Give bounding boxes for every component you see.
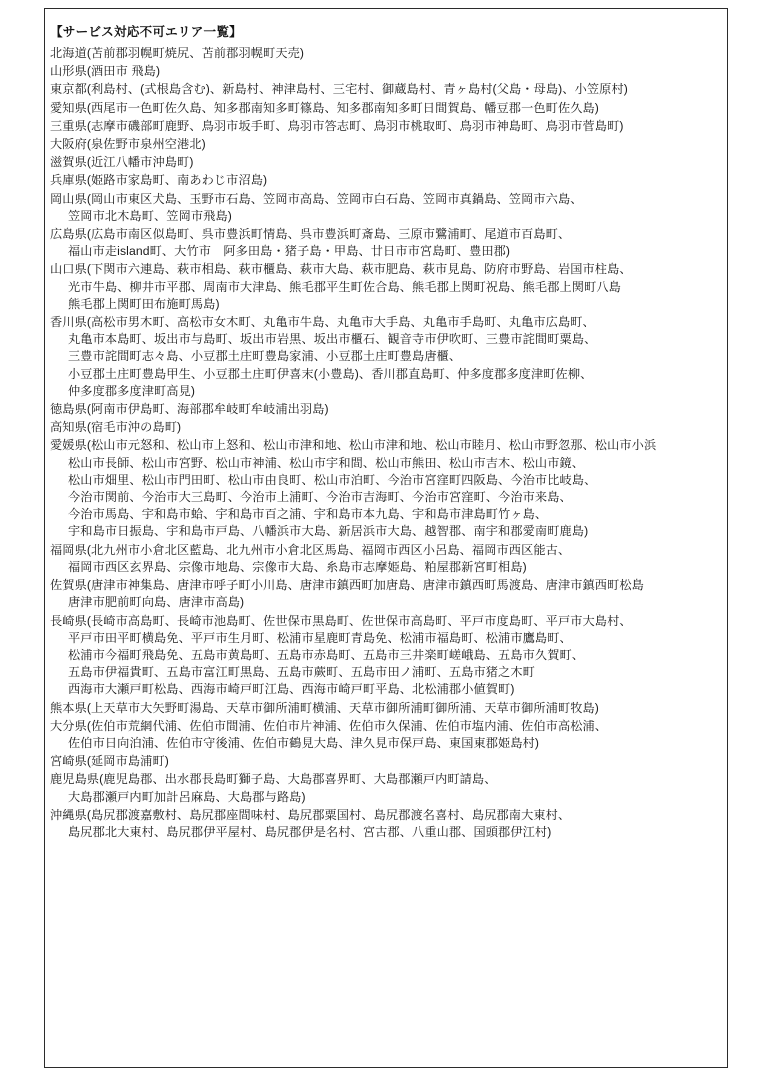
area-entry-fukuoka bbox=[50, 542, 702, 576]
area-entry-line: 大分県(佐伯市荒網代浦、佐伯市間浦、佐伯市片神浦、佐伯市久保浦、佐伯市塩内浦、佐伯市高松浦、 bbox=[50, 718, 608, 733]
area-entry-line: 唐津市肥前町向島、唐津市高島) bbox=[68, 595, 245, 610]
area-entry-line: 福岡市西区玄界島、宗像市地島、宗像市大島、糸島市志摩姫島、粕屋郡新宮町相島) bbox=[68, 559, 527, 574]
area-entry-line: 徳島県(阿南市伊島町、海部郡牟岐町牟岐浦出羽島) bbox=[50, 402, 329, 417]
area-entry-tokyo bbox=[50, 81, 702, 98]
area-entry-line: 宮崎県(延岡市島浦町) bbox=[50, 754, 169, 769]
area-entry-line: 東京都(利島村、(式根島含む)、新島村、神津島村、三宅村、御蔵島村、青ヶ島村(父島・母島)、小笠原村) bbox=[50, 82, 628, 97]
area-entry-line: 大阪府(泉佐野市泉州空港北) bbox=[50, 137, 206, 152]
area-entry-line: 岡山県(岡山市東区犬島、玉野市石島、笠岡市高島、笠岡市白石島、笠岡市真鍋島、笠岡市六島、 bbox=[50, 191, 583, 206]
area-entry-osaka bbox=[50, 136, 702, 153]
area-entry-line: 愛知県(西尾市一色町佐久島、知多郡南知多町篠島、知多郡南知多町日間賀島、幡豆郡一色町佐久島) bbox=[50, 100, 599, 115]
area-entry-line: 熊毛郡上関町田布施町馬島) bbox=[68, 296, 220, 311]
area-entry-line: 愛媛県(松山市元怒和、松山市上怒和、松山市津和地、松山市津和地、松山市睦月、松山市野忽那、松山市小浜 bbox=[50, 438, 657, 453]
document-content bbox=[44, 14, 708, 848]
area-entry-line: 熊本県(上天草市大矢野町湯島、天草市御所浦町横浦、天草市御所浦町御所浦、天草市御所浦町牧島) bbox=[50, 700, 599, 715]
area-entry-line: 仲多度郡多度津町高見) bbox=[68, 383, 196, 398]
area-entry-line: 今治市馬島、宇和島市蛤、宇和島市百之浦、宇和島市本九島、宇和島市津島町竹ヶ島、 bbox=[68, 507, 548, 522]
area-entry-line: 福岡県(北九州市小倉北区藍島、北九州市小倉北区馬島、福岡市西区小呂島、福岡市西区能古、 bbox=[50, 542, 571, 557]
area-entry-yamaguchi bbox=[50, 261, 702, 313]
area-entry-line: 鹿児島県(鹿児島郡、出水郡長島町獅子島、大島郡喜界町、大島郡瀬戸内町請島、 bbox=[50, 772, 497, 787]
area-entry-line: 三豊市詫間町志々島、小豆郡土庄町豊島家浦、小豆郡土庄町豊島唐櫃、 bbox=[68, 349, 462, 364]
area-entry-line: 山形県(酒田市 飛島) bbox=[50, 64, 161, 79]
area-entry-line: 島尻郡北大東村、島尻郡伊平屋村、島尻郡伊是名村、宮古郡、八重山郡、国頭郡伊江村) bbox=[68, 824, 552, 839]
area-entry-mie bbox=[50, 118, 702, 135]
area-entry-line: 広島県(広島市南区似島町、呉市豊浜町情島、呉市豊浜町斎島、三原市鷺浦町、尾道市百島町、 bbox=[50, 227, 571, 242]
area-entry-line: 丸亀市本島町、坂出市与島町、坂出市岩黒、坂出市櫃石、観音寺市伊吹町、三豊市詫間町粟島、 bbox=[68, 332, 597, 347]
area-entry-line: 大島郡瀬戸内町加計呂麻島、大島郡与路島) bbox=[68, 789, 306, 804]
area-entry-line: 滋賀県(近江八幡市沖島町) bbox=[50, 155, 194, 170]
area-entry-line: 松浦市今福町飛島免、五島市黄島町、五島市赤島町、五島市三井楽町嵯峨島、五島市久賀町、 bbox=[68, 647, 585, 662]
area-entry-shiga bbox=[50, 154, 702, 171]
area-entry-kumamoto bbox=[50, 700, 702, 717]
area-entry-line: 佐賀県(唐津市神集島、唐津市呼子町小川島、唐津市鎮西町加唐島、唐津市鎮西町馬渡島、唐津市鎮西町松島 bbox=[50, 578, 644, 593]
area-entry-kagoshima bbox=[50, 771, 702, 805]
area-entry-line: 香川県(高松市男木町、高松市女木町、丸亀市牛島、丸亀市大手島、丸亀市手島町、丸亀市広島町、 bbox=[50, 315, 595, 330]
area-entry-hiroshima bbox=[50, 226, 702, 260]
area-entry-line: 佐伯市日向泊浦、佐伯市守後浦、佐伯市鶴見大島、津久見市保戸島、東国東郡姫島村) bbox=[68, 735, 540, 750]
area-entry-line: 松山市長師、松山市宮野、松山市神浦、松山市宇和間、松山市熊田、松山市吉木、松山市鏡、 bbox=[68, 455, 585, 470]
area-entry-line: 小豆郡土庄町豊島甲生、小豆郡土庄町伊喜末(小豊島)、香川郡直島町、仲多度郡多度津町佐柳、 bbox=[68, 366, 593, 381]
area-entry-line: 松山市畑里、松山市門田町、松山市由良町、松山市泊町、今治市宮窪町四阪島、今治市比岐島、 bbox=[68, 472, 597, 487]
area-entry-kagawa bbox=[50, 314, 702, 400]
area-entry-okinawa bbox=[50, 807, 702, 841]
area-entry-kochi bbox=[50, 419, 702, 436]
area-entry-ehime bbox=[50, 437, 702, 540]
area-entry-line: 西海市大瀬戸町松島、西海市崎戸町江島、西海市崎戸町平島、北松浦郡小値賀町) bbox=[68, 682, 515, 697]
area-entry-hyogo bbox=[50, 172, 702, 189]
area-entry-line: 兵庫県(姫路市家島町、南あわじ市沼島) bbox=[50, 173, 268, 188]
area-list bbox=[50, 45, 702, 841]
area-entry-line: 山口県(下関市六連島、萩市相島、萩市櫃島、萩市大島、萩市肥島、萩市見島、防府市野島、岩国市柱島、 bbox=[50, 262, 632, 277]
area-entry-nagasaki bbox=[50, 613, 702, 699]
area-entry-line: 笠岡市北木島町、笠岡市飛島) bbox=[68, 208, 232, 223]
area-entry-line: 福山市走island町、大竹市 阿多田島・猪子島・甲島、廿日市市宮島町、豊田郡) bbox=[68, 244, 511, 259]
area-entry-line: 高知県(宿毛市沖の島町) bbox=[50, 420, 182, 435]
area-entry-tokushima bbox=[50, 401, 702, 418]
area-entry-hokkaido bbox=[50, 45, 702, 62]
area-entry-line: 宇和島市日振島、宇和島市戸島、八幡浜市大島、新居浜市大島、越智郡、南宇和郡愛南町鹿島) bbox=[68, 524, 589, 539]
area-entry-line: 長崎県(長崎市高島町、長崎市池島町、佐世保市黒島町、佐世保市高島町、平戸市度島町、平戸市大島村、 bbox=[50, 613, 632, 628]
area-entry-line: 今治市関前、今治市大三島町、今治市上浦町、今治市吉海町、今治市宮窪町、今治市来島、 bbox=[68, 490, 572, 505]
document-title: 【サービス対応不可エリア一覧】 bbox=[50, 25, 242, 39]
area-entry-line: 沖縄県(島尻郡渡嘉敷村、島尻郡座間味村、島尻郡粟国村、島尻郡渡名喜村、島尻郡南大東村、 bbox=[50, 807, 571, 822]
area-entry-yamagata bbox=[50, 63, 702, 80]
area-entry-aichi bbox=[50, 100, 702, 117]
area-entry-line: 平戸市田平町横島免、平戸市生月町、松浦市星鹿町青島免、松浦市福島町、松浦市鷹島町、 bbox=[68, 630, 572, 645]
area-entry-saga bbox=[50, 577, 702, 611]
area-entry-okayama bbox=[50, 191, 702, 225]
area-entry-line: 北海道(苫前郡羽幌町焼尻、苫前郡羽幌町天売) bbox=[50, 46, 305, 60]
area-entry-line: 光市牛島、柳井市平郡、周南市大津島、熊毛郡平生町佐合島、熊毛郡上関町祝島、熊毛郡上関町八島 bbox=[68, 279, 621, 294]
area-entry-miyazaki bbox=[50, 753, 702, 770]
area-entry-line: 三重県(志摩市磯部町鹿野、鳥羽市坂手町、鳥羽市答志町、鳥羽市桃取町、鳥羽市神島町、鳥羽市菅島町) bbox=[50, 118, 624, 133]
area-entry-oita bbox=[50, 718, 702, 752]
area-entry-line: 五島市伊福貴町、五島市富江町黒島、五島市蕨町、五島市田ノ浦町、五島市猪之木町 bbox=[68, 665, 535, 680]
